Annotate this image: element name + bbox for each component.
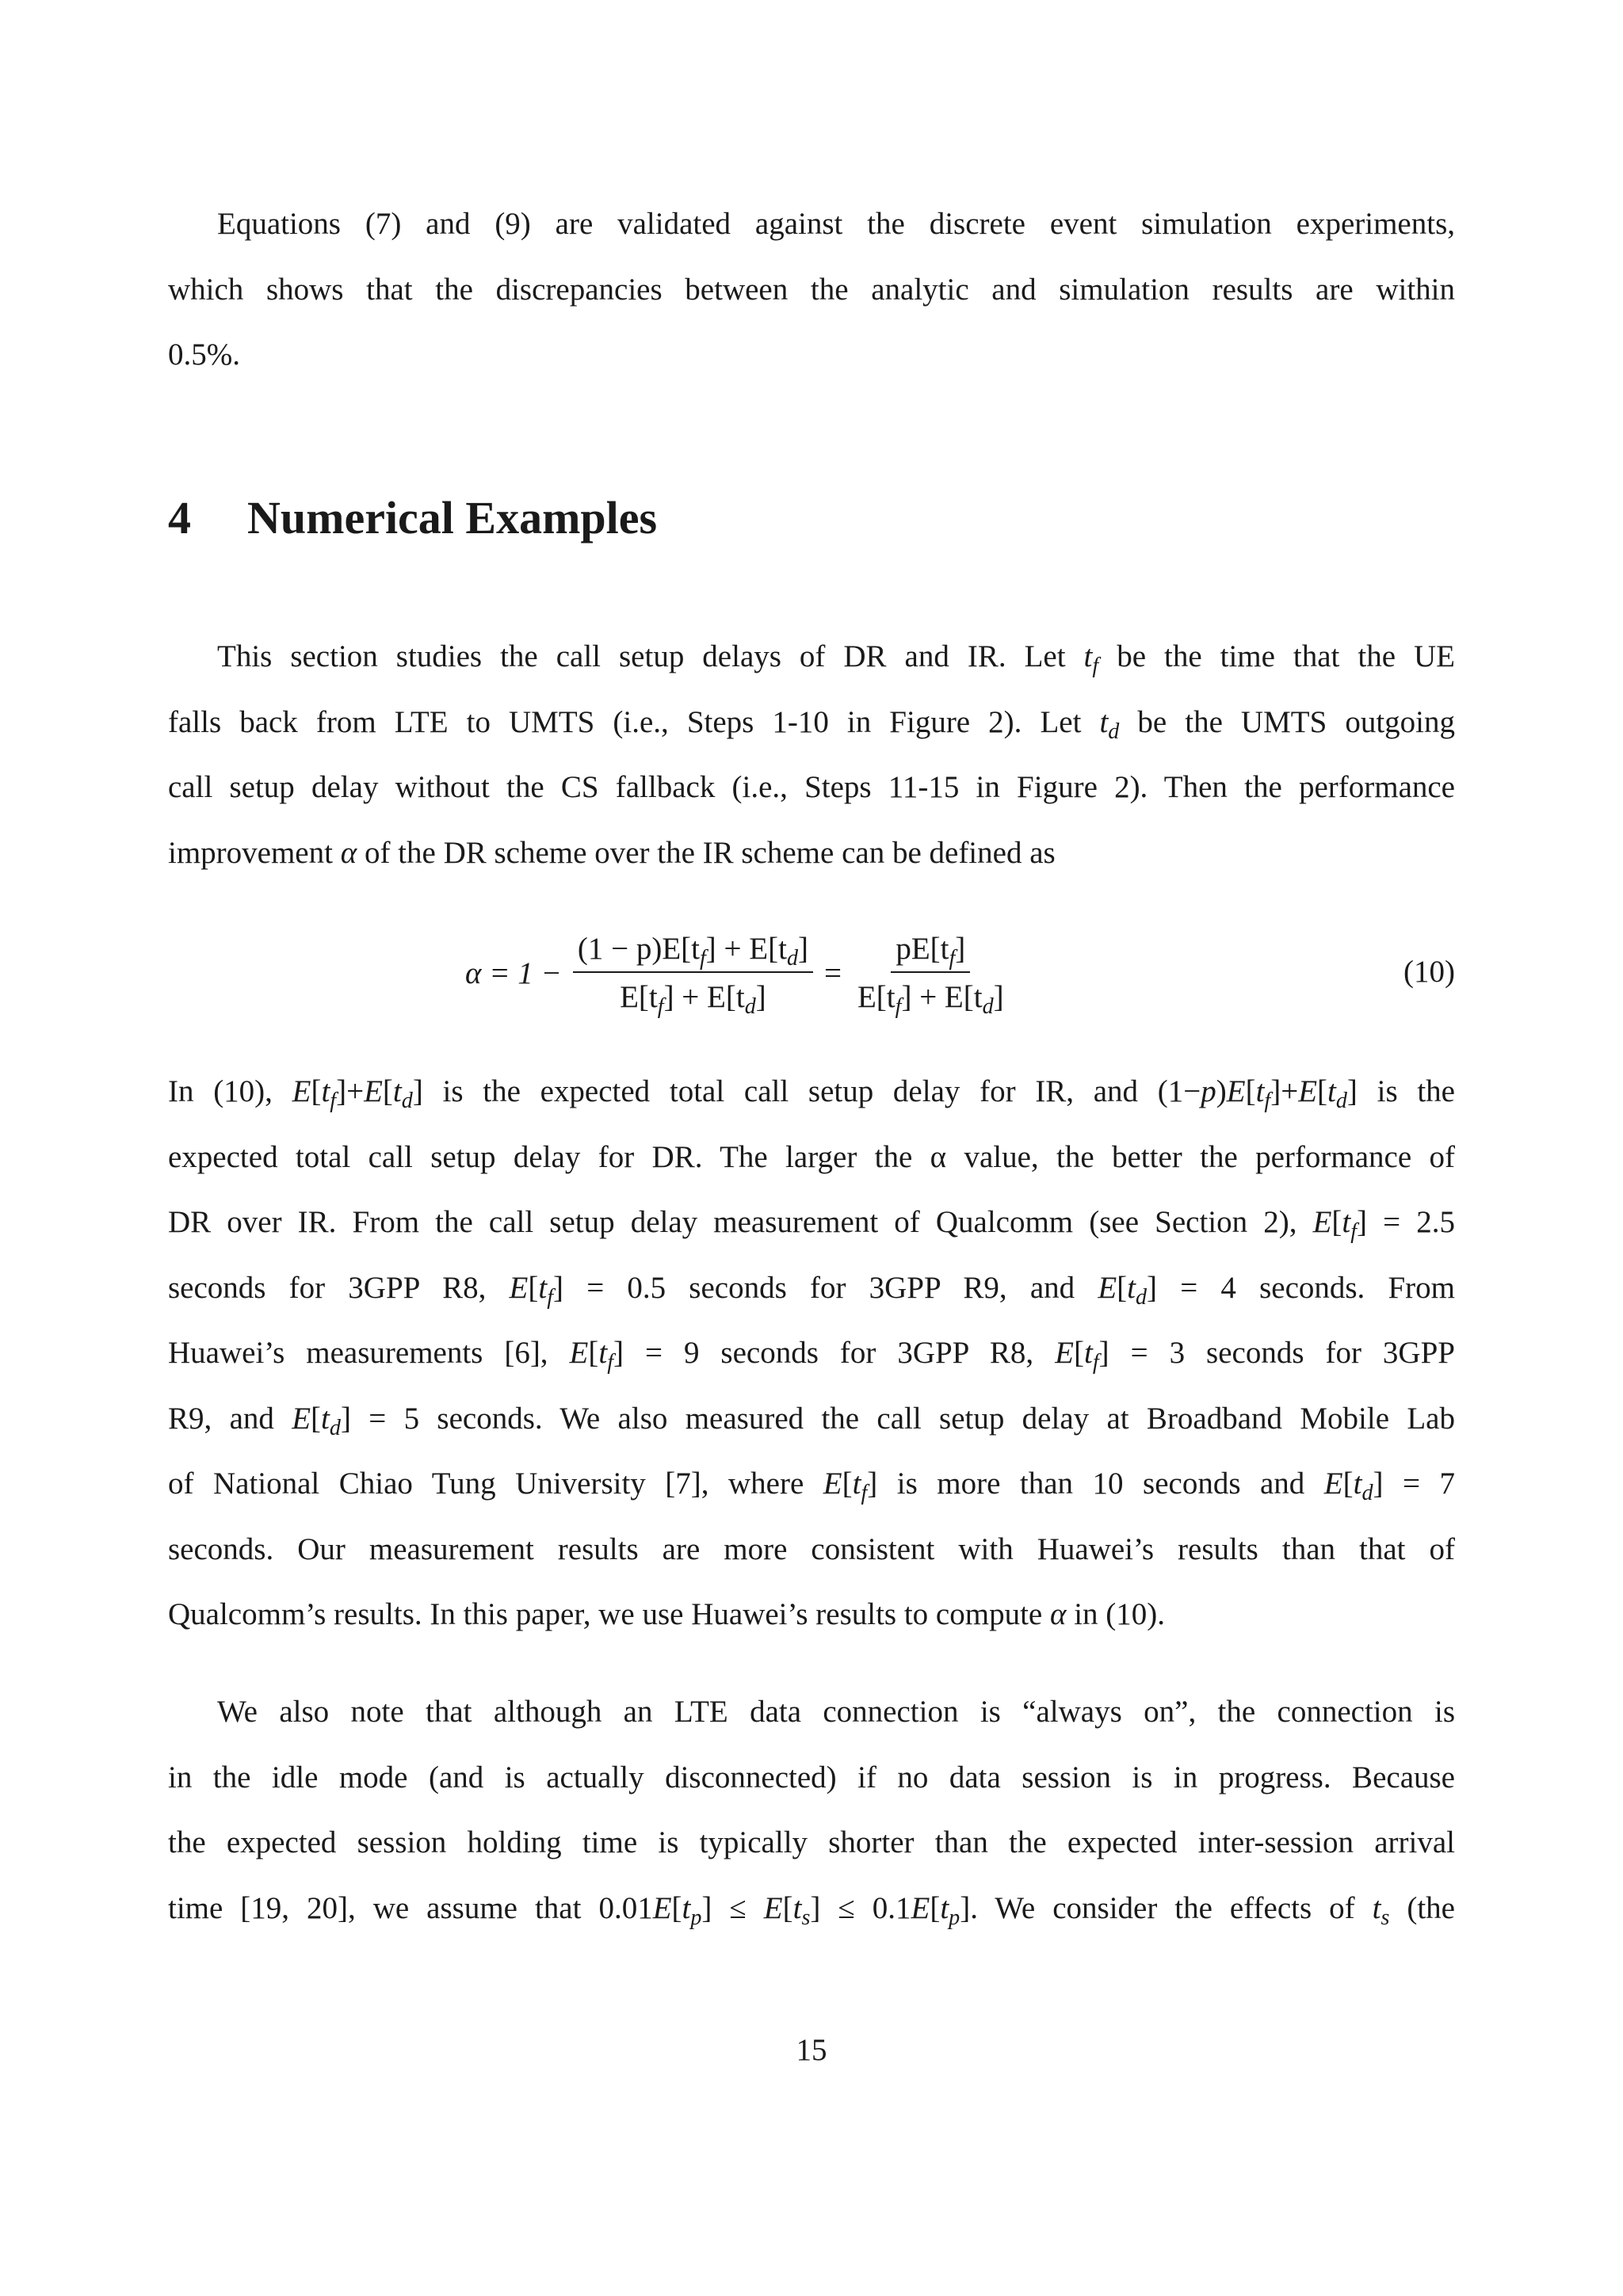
fraction-numerator: $(1 - p)E[t_f] + E[t_d]$ xyxy=(573,931,813,973)
fraction-denominator: $E[t_f] + E[t_d]$ xyxy=(620,980,766,1019)
equation-lhs: α = 1 − xyxy=(465,955,562,990)
text-line: This section studies the call setup delays of DR and IR. Let $t_f$ be the time that the UE xyxy=(217,639,1455,678)
paragraph-idle-mode xyxy=(168,1680,1455,1941)
text-line: the expected session holding time is typically shorter than the expected inter-session arrival xyxy=(168,1825,1455,1859)
text-line: expected total call setup delay for DR. The larger the α value, the better the performance of xyxy=(168,1139,1455,1174)
text-line: seconds. Our measurement results are more consistent with Huawei’s results than that of xyxy=(168,1531,1455,1566)
text-line: improvement α of the DR scheme over the IR scheme can be defined as xyxy=(168,835,1056,870)
text-line: time [19, 20], we assume that $0.01E[t_p] \le E[t_s] \le 0.1E[t_p]$. We consider the effects of $t_s$ (the xyxy=(168,1890,1455,1930)
text-line: In (10), $E[t_f]+E[t_d]$ is the expected total call setup delay for IR, and $(1-p)E[t_f]+E[t_d]$ is the xyxy=(168,1074,1455,1113)
text-line: We also note that although an LTE data connection is “always on”, the connection is xyxy=(217,1695,1455,1729)
text-line: 0.5%. xyxy=(168,338,240,372)
paragraph-delay-measurements xyxy=(168,1059,1455,1648)
text-line: of National Chiao Tung University [7], where $E[t_f]$ is more than 10 seconds and $E[t_d] = 7$ xyxy=(168,1466,1455,1505)
section-heading xyxy=(168,491,657,544)
text-line: DR over IR. From the call setup delay measurement of Qualcomm (see Section 2), $E[t_f] = 2.5$ xyxy=(168,1205,1455,1244)
equals-sign: = xyxy=(823,955,842,990)
paragraph-intro xyxy=(168,624,1455,886)
text-line: Equations (7) and (9) are validated against the discrete event simulation experiments, xyxy=(217,207,1455,241)
equation-body xyxy=(465,917,1020,1028)
text-line: R9, and $E[t_d] = 5$ seconds. We also measured the call setup delay at Broadband Mobile Lab xyxy=(168,1401,1455,1440)
fraction-denominator: $E[t_f] + E[t_d]$ xyxy=(857,980,1004,1019)
text-line: which shows that the discrepancies between the analytic and simulation results are within xyxy=(168,272,1455,307)
section-number: 4 xyxy=(168,492,191,543)
fraction-1 xyxy=(573,931,813,1019)
equation-number: (10) xyxy=(1403,955,1455,989)
text-line: falls back from LTE to UMTS (i.e., Steps 1-10 in Figure 2). Let $t_d$ be the UMTS outgoing xyxy=(168,704,1455,744)
section-title: Numerical Examples xyxy=(247,492,658,543)
fraction-numerator: $pE[t_f]$ xyxy=(891,931,970,973)
fraction-2 xyxy=(853,931,1009,1019)
paragraph-validation xyxy=(168,192,1455,388)
page-number: 15 xyxy=(796,2033,827,2067)
text-line: seconds for 3GPP R8, $E[t_f] = 0.5$ seconds for 3GPP R9, and $E[t_d] = 4$ seconds. From xyxy=(168,1270,1455,1310)
text-line: Huawei’s measurements [6], $E[t_f] = 9$ seconds for 3GPP R8, $E[t_f] = 3$ seconds for 3GPP xyxy=(168,1336,1455,1375)
text-line: in the idle mode (and is actually disconnected) if no data session is in progress. Because xyxy=(168,1760,1455,1794)
text-line: Qualcomm’s results. In this paper, we use Huawei’s results to compute α in (10). xyxy=(168,1597,1166,1631)
equation-10 xyxy=(168,917,1455,1028)
text-line: call setup delay without the CS fallback (i.e., Steps 11-15 in Figure 2). Then the performance xyxy=(168,770,1455,804)
